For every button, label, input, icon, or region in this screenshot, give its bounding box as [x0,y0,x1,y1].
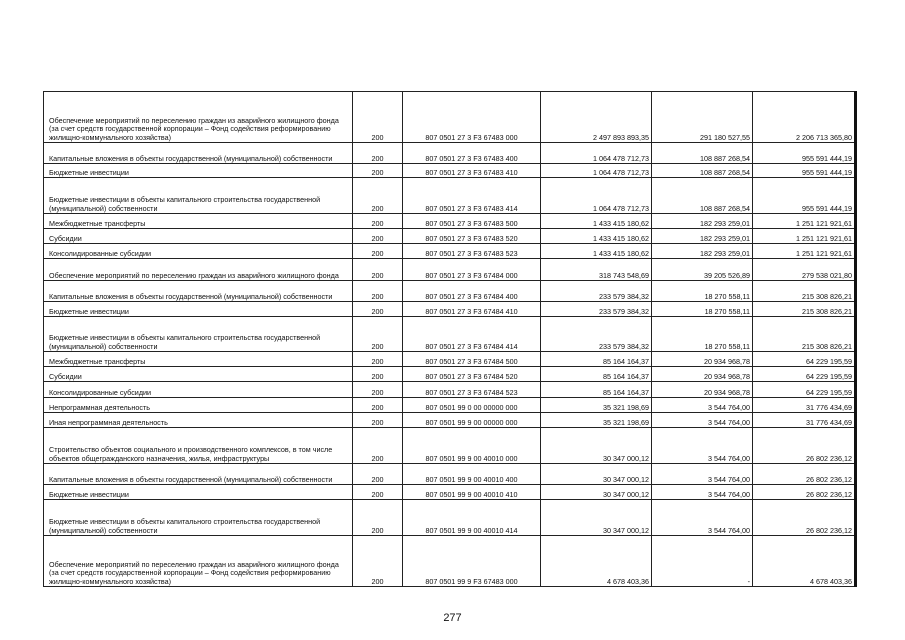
cell-amount-approved: 1 433 415 180,62 [541,244,652,259]
table-row [44,413,856,428]
cell-amount-remaining: 1 251 121 921,61 [753,229,856,244]
cell-amount-remaining: 31 776 434,69 [753,413,856,428]
row-label: Субсидии [49,233,82,243]
cell-code: 807 0501 27 3 F3 67483 000 [403,92,541,143]
cell-name [44,317,353,352]
row-label: Строительство объектов социального и производственного комплексов, в том числе объектов общегражданского назначения, жилья, инфраструктуры [49,445,333,463]
row-label: Обеспечение мероприятий по переселению граждан из аварийного жилищного фонда [49,270,339,280]
cell-amount-remaining: 215 308 826,21 [753,317,856,352]
cell-name [44,464,353,485]
cell-name [44,536,353,587]
table-row [44,382,856,398]
table-row [44,214,856,229]
cell-amount-remaining: 26 802 236,12 [753,500,856,536]
cell-amount-executed: 291 180 527,55 [652,92,753,143]
table-row [44,244,856,259]
cell-type: 200 [353,428,403,464]
cell-code: 807 0501 27 3 F3 67483 520 [403,229,541,244]
cell-amount-executed: 18 270 558,11 [652,281,753,302]
cell-name [44,302,353,317]
cell-amount-approved: 2 497 893 893,35 [541,92,652,143]
table-row [44,143,856,164]
cell-amount-approved: 318 743 548,69 [541,259,652,281]
cell-amount-executed: 182 293 259,01 [652,229,753,244]
cell-name [44,143,353,164]
cell-amount-remaining: 1 251 121 921,61 [753,244,856,259]
table-row [44,352,856,367]
cell-amount-remaining: 279 538 021,80 [753,259,856,281]
cell-code: 807 0501 99 9 00 40010 400 [403,464,541,485]
row-label: Иная непрограммная деятельность [49,417,168,427]
cell-code: 807 0501 27 3 F3 67484 000 [403,259,541,281]
cell-name [44,229,353,244]
table-row [44,317,856,352]
row-label: Капитальные вложения в объекты государственной (муниципальной) собственности [49,153,333,163]
cell-amount-approved: 1 433 415 180,62 [541,229,652,244]
cell-type: 200 [353,352,403,367]
cell-amount-executed: 3 544 764,00 [652,464,753,485]
cell-type: 200 [353,244,403,259]
row-label: Субсидии [49,371,82,381]
cell-amount-remaining: 1 251 121 921,61 [753,214,856,229]
cell-type: 200 [353,92,403,143]
cell-amount-remaining: 215 308 826,21 [753,302,856,317]
cell-type: 200 [353,281,403,302]
cell-amount-approved: 30 347 000,12 [541,464,652,485]
cell-name [44,214,353,229]
cell-amount-remaining: 955 591 444,19 [753,178,856,214]
table-row [44,302,856,317]
cell-amount-remaining: 215 308 826,21 [753,281,856,302]
cell-amount-executed: 182 293 259,01 [652,244,753,259]
cell-amount-executed: 39 205 526,89 [652,259,753,281]
cell-amount-approved: 233 579 384,32 [541,302,652,317]
cell-amount-executed: 20 934 968,78 [652,352,753,367]
table-row [44,485,856,500]
cell-type: 200 [353,302,403,317]
cell-code: 807 0501 99 9 00 40010 000 [403,428,541,464]
cell-amount-approved: 4 678 403,36 [541,536,652,587]
table-row [44,178,856,214]
budget-table-body [44,92,856,587]
cell-name [44,382,353,398]
cell-amount-approved: 35 321 198,69 [541,398,652,413]
cell-amount-executed: 3 544 764,00 [652,428,753,464]
row-label: Межбюджетные трансферты [49,218,146,228]
cell-amount-executed: - [652,536,753,587]
cell-type: 200 [353,382,403,398]
cell-amount-approved: 233 579 384,32 [541,317,652,352]
cell-amount-executed: 20 934 968,78 [652,367,753,382]
row-label: Бюджетные инвестиции в объекты капитального строительства государственной (муниципальной) собственности [49,517,321,535]
cell-amount-approved: 85 164 164,37 [541,382,652,398]
cell-amount-approved: 30 347 000,12 [541,428,652,464]
cell-amount-executed: 3 544 764,00 [652,500,753,536]
cell-type: 200 [353,536,403,587]
cell-code: 807 0501 27 3 F3 67483 500 [403,214,541,229]
cell-amount-approved: 30 347 000,12 [541,500,652,536]
cell-name [44,428,353,464]
row-label: Обеспечение мероприятий по переселению граждан из аварийного жилищного фонда (за счет средств государственной корпорации – Фонд содействия реформированию жилищно-коммунального хозяйства) [49,560,339,586]
cell-code: 807 0501 99 0 00 00000 000 [403,398,541,413]
cell-amount-executed: 3 544 764,00 [652,485,753,500]
row-label: Капитальные вложения в объекты государственной (муниципальной) собственности [49,474,333,484]
cell-amount-executed: 18 270 558,11 [652,302,753,317]
cell-name [44,413,353,428]
table-row [44,259,856,281]
cell-type: 200 [353,367,403,382]
table-row [44,536,856,587]
row-label: Бюджетные инвестиции [49,489,129,499]
cell-code: 807 0501 99 9 00 00000 000 [403,413,541,428]
cell-name [44,244,353,259]
cell-code: 807 0501 27 3 F3 67484 400 [403,281,541,302]
cell-amount-executed: 182 293 259,01 [652,214,753,229]
cell-amount-approved: 35 321 198,69 [541,413,652,428]
cell-type: 200 [353,164,403,178]
cell-name [44,281,353,302]
cell-amount-remaining: 26 802 236,12 [753,428,856,464]
cell-code: 807 0501 27 3 F3 67484 414 [403,317,541,352]
table-row [44,367,856,382]
cell-code: 807 0501 27 3 F3 67483 414 [403,178,541,214]
cell-code: 807 0501 27 3 F3 67484 410 [403,302,541,317]
cell-code: 807 0501 99 9 00 40010 410 [403,485,541,500]
cell-name [44,259,353,281]
cell-code: 807 0501 27 3 F3 67484 520 [403,367,541,382]
cell-amount-executed: 18 270 558,11 [652,317,753,352]
row-label: Бюджетные инвестиции в объекты капитального строительства государственной (муниципальной) собственности [49,195,321,213]
budget-table [43,91,857,587]
cell-amount-approved: 85 164 164,37 [541,367,652,382]
cell-name [44,500,353,536]
cell-type: 200 [353,229,403,244]
cell-amount-remaining: 955 591 444,19 [753,143,856,164]
cell-type: 200 [353,500,403,536]
cell-name [44,178,353,214]
cell-amount-executed: 3 544 764,00 [652,398,753,413]
cell-code: 807 0501 27 3 F3 67483 523 [403,244,541,259]
row-label: Бюджетные инвестиции [49,167,129,177]
cell-amount-executed: 20 934 968,78 [652,382,753,398]
cell-amount-remaining: 2 206 713 365,80 [753,92,856,143]
cell-type: 200 [353,214,403,229]
row-label: Консолидированные субсидии [49,387,152,397]
table-row [44,398,856,413]
cell-amount-remaining: 4 678 403,36 [753,536,856,587]
cell-name [44,367,353,382]
cell-type: 200 [353,413,403,428]
cell-type: 200 [353,178,403,214]
cell-amount-remaining: 26 802 236,12 [753,464,856,485]
cell-type: 200 [353,259,403,281]
cell-amount-executed: 108 887 268,54 [652,143,753,164]
page-number: 277 [443,612,462,624]
cell-type: 200 [353,143,403,164]
table-row [44,229,856,244]
row-label: Капитальные вложения в объекты государственной (муниципальной) собственности [49,291,333,301]
cell-code: 807 0501 27 3 F3 67483 410 [403,164,541,178]
cell-amount-executed: 108 887 268,54 [652,178,753,214]
cell-type: 200 [353,398,403,413]
table-row [44,281,856,302]
cell-code: 807 0501 27 3 F3 67483 400 [403,143,541,164]
cell-amount-approved: 1 064 478 712,73 [541,164,652,178]
row-label: Консолидированные субсидии [49,248,152,258]
cell-type: 200 [353,317,403,352]
cell-amount-approved: 85 164 164,37 [541,352,652,367]
row-label: Межбюджетные трансферты [49,356,146,366]
cell-code: 807 0501 27 3 F3 67484 500 [403,352,541,367]
cell-amount-approved: 30 347 000,12 [541,485,652,500]
table-row [44,500,856,536]
table-row [44,464,856,485]
cell-name [44,485,353,500]
row-label: Обеспечение мероприятий по переселению граждан из аварийного жилищного фонда (за счет средств государственной корпорации – Фонд содействия реформированию жилищно-коммунального хозяйства) [49,116,339,142]
cell-amount-executed: 108 887 268,54 [652,164,753,178]
cell-amount-remaining: 26 802 236,12 [753,485,856,500]
cell-amount-approved: 233 579 384,32 [541,281,652,302]
cell-type: 200 [353,485,403,500]
row-label: Бюджетные инвестиции в объекты капитального строительства государственной (муниципальной) собственности [49,333,321,351]
cell-name [44,164,353,178]
cell-amount-approved: 1 064 478 712,73 [541,143,652,164]
cell-type: 200 [353,464,403,485]
cell-amount-remaining: 64 229 195,59 [753,352,856,367]
row-label: Бюджетные инвестиции [49,306,129,316]
cell-amount-remaining: 64 229 195,59 [753,382,856,398]
cell-code: 807 0501 27 3 F3 67484 523 [403,382,541,398]
table-row [44,164,856,178]
cell-name [44,92,353,143]
table-row [44,92,856,143]
cell-amount-executed: 3 544 764,00 [652,413,753,428]
cell-amount-remaining: 955 591 444,19 [753,164,856,178]
table-row [44,428,856,464]
cell-code: 807 0501 99 9 00 40010 414 [403,500,541,536]
cell-amount-remaining: 64 229 195,59 [753,367,856,382]
cell-amount-approved: 1 433 415 180,62 [541,214,652,229]
cell-code: 807 0501 99 9 F3 67483 000 [403,536,541,587]
row-label: Непрограммная деятельность [49,402,151,412]
cell-name [44,398,353,413]
cell-amount-remaining: 31 776 434,69 [753,398,856,413]
cell-name [44,352,353,367]
cell-amount-approved: 1 064 478 712,73 [541,178,652,214]
